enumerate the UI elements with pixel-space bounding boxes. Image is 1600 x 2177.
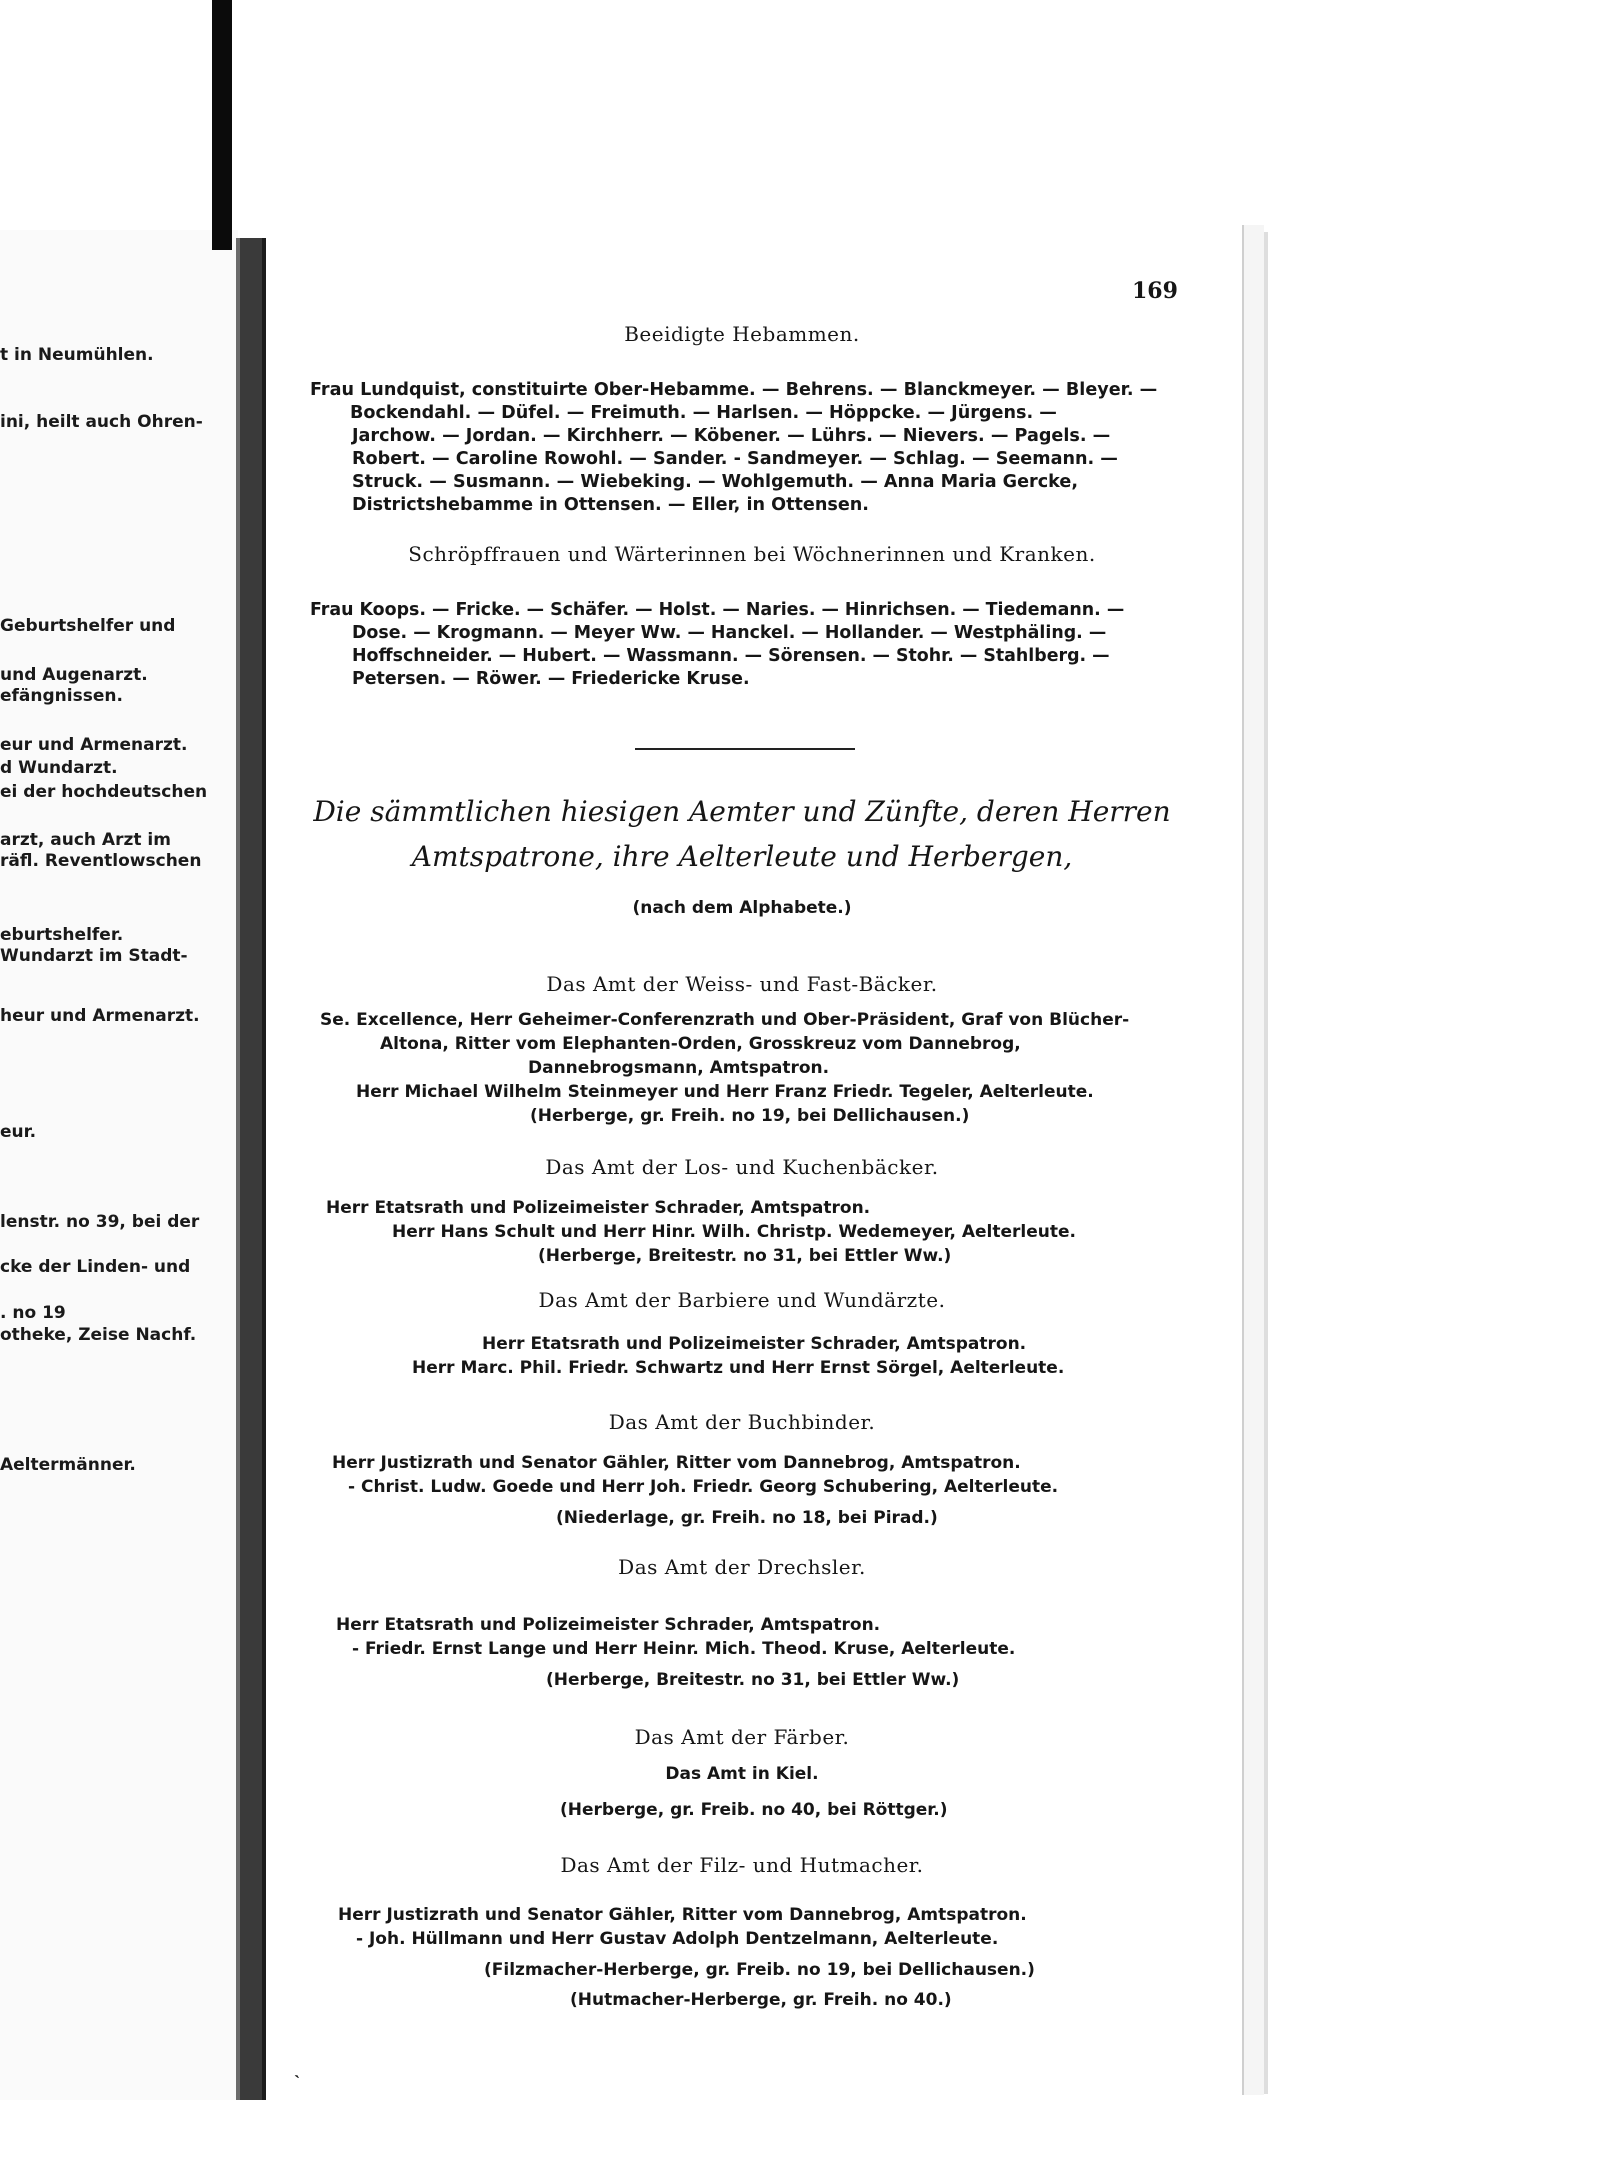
section-divider: [635, 748, 855, 750]
schroepf-line: Petersen. — Röwer. — Friedericke Kruse.: [352, 669, 750, 689]
section-heading-kuchenbaecker: Das Amt der Los- und Kuchenbäcker.: [545, 1155, 939, 1179]
barbiere-line: Herr Etatsrath und Polizeimeister Schrader, Amtspatron.: [482, 1334, 1027, 1354]
hutmacher-line: - Joh. Hüllmann und Herr Gustav Adolph Dentzelmann, Aelterleute.: [356, 1929, 999, 1949]
book-spine: [212, 0, 232, 250]
left-page-line: eburtshelfer.: [0, 925, 124, 945]
schroepf-line: Frau Koops. — Fricke. — Schäfer. — Holst. — Naries. — Hinrichsen. — Tiedemann. —: [310, 600, 1125, 620]
left-page-line: efängnissen.: [0, 686, 123, 706]
buchbinder-line: Herr Justizrath und Senator Gähler, Ritter vom Dannebrog, Amtspatron.: [332, 1453, 1021, 1473]
left-page-line: eur.: [0, 1122, 37, 1142]
intro-title-line-2: Amtspatrone, ihre Aelterleute und Herbergen,: [411, 840, 1073, 873]
hebammen-line: Frau Lundquist, constituirte Ober-Hebamme. — Behrens. — Blanckmeyer. — Bleyer. —: [310, 380, 1158, 400]
buchbinder-line: (Niederlage, gr. Freih. no 18, bei Pirad.): [556, 1508, 938, 1528]
section-heading-drechsler: Das Amt der Drechsler.: [618, 1555, 866, 1579]
intro-title-line-1: Die sämmtlichen hiesigen Aemter und Zünfte, deren Herren: [313, 795, 1171, 828]
left-page: [0, 230, 238, 2100]
page-number: 169: [1132, 278, 1178, 304]
kuchen-line: Herr Hans Schult und Herr Hinr. Wilh. Christp. Wedemeyer, Aelterleute.: [392, 1222, 1076, 1242]
faerber-subheading: Das Amt in Kiel.: [665, 1764, 819, 1784]
left-page-line: heur und Armenarzt.: [0, 1006, 200, 1026]
hebammen-line: Districtshebamme in Ottensen. — Eller, in Ottensen.: [352, 495, 869, 515]
left-page-line: eur und Armenarzt.: [0, 735, 188, 755]
faerber-line: (Herberge, gr. Freib. no 40, bei Röttger.): [560, 1800, 948, 1820]
hebammen-line: Bockendahl. — Düfel. — Freimuth. — Harlsen. — Höppcke. — Jürgens. —: [350, 403, 1057, 423]
section-heading-faerber: Das Amt der Färber.: [634, 1725, 850, 1749]
section-heading-schroepffrauen: Schröpffrauen und Wärterinnen bei Wöchnerinnen und Kranken.: [408, 542, 1096, 566]
left-page-line: Aeltermänner.: [0, 1455, 136, 1475]
left-page-line: ei der hochdeutschen: [0, 782, 208, 802]
section-heading-baecker: Das Amt der Weiss- und Fast-Bäcker.: [546, 972, 938, 996]
section-heading-barbiere: Das Amt der Barbiere und Wundärzte.: [538, 1288, 946, 1312]
drechsler-line: (Herberge, Breitestr. no 31, bei Ettler Ww.): [546, 1670, 960, 1690]
baecker-line: Herr Michael Wilhelm Steinmeyer und Herr Franz Friedr. Tegeler, Aelterleute.: [356, 1082, 1094, 1102]
corner-mark: ˎ: [294, 2058, 300, 2079]
barbiere-line: Herr Marc. Phil. Friedr. Schwartz und Herr Ernst Sörgel, Aelterleute.: [412, 1358, 1065, 1378]
left-page-line: Geburtshelfer und: [0, 616, 176, 636]
drechsler-line: Herr Etatsrath und Polizeimeister Schrader, Amtspatron.: [336, 1615, 881, 1635]
section-heading-buchbinder: Das Amt der Buchbinder.: [608, 1410, 876, 1434]
left-page-line: t in Neumühlen.: [0, 345, 154, 365]
baecker-line: Altona, Ritter vom Elephanten-Orden, Grosskreuz vom Dannebrog,: [380, 1034, 1021, 1054]
left-page-line: Wundarzt im Stadt-: [0, 946, 188, 966]
kuchen-line: (Herberge, Breitestr. no 31, bei Ettler Ww.): [538, 1246, 952, 1266]
left-page-line: . no 19: [0, 1303, 66, 1323]
buchbinder-line: - Christ. Ludw. Goede und Herr Joh. Friedr. Georg Schubering, Aelterleute.: [348, 1477, 1059, 1497]
hutmacher-line: Herr Justizrath und Senator Gähler, Ritter vom Dannebrog, Amtspatron.: [338, 1905, 1027, 1925]
drechsler-line: - Friedr. Ernst Lange und Herr Heinr. Mich. Theod. Kruse, Aelterleute.: [352, 1639, 1016, 1659]
baecker-line: Dannebrogsmann, Amtspatron.: [528, 1058, 830, 1078]
left-page-line: cke der Linden- und: [0, 1257, 191, 1277]
schroepf-line: Dose. — Krogmann. — Meyer Ww. — Hanckel. — Hollander. — Westphäling. —: [352, 623, 1107, 643]
left-page-line: ini, heilt auch Ohren-: [0, 412, 203, 432]
left-page-line: d Wundarzt.: [0, 758, 118, 778]
baecker-line: (Herberge, gr. Freih. no 19, bei Dellichausen.): [530, 1106, 970, 1126]
hutmacher-line: (Filzmacher-Herberge, gr. Freib. no 19, bei Dellichausen.): [484, 1960, 1035, 1980]
section-heading-hutmacher: Das Amt der Filz- und Hutmacher.: [560, 1853, 924, 1877]
section-heading-hebammen: Beeidigte Hebammen.: [624, 322, 860, 346]
hebammen-line: Jarchow. — Jordan. — Kirchherr. — Köbener. — Lührs. — Nievers. — Pagels. —: [352, 426, 1111, 446]
page-edge-shadow: [1264, 232, 1268, 2094]
left-page-line: und Augenarzt.: [0, 665, 148, 685]
page-edge: [1242, 225, 1264, 2095]
hebammen-line: Struck. — Susmann. — Wiebeking. — Wohlgemuth. — Anna Maria Gercke,: [352, 472, 1079, 492]
schroepf-line: Hoffschneider. — Hubert. — Wassmann. — Sörensen. — Stohr. — Stahlberg. —: [352, 646, 1110, 666]
left-page-line: räfl. Reventlowschen: [0, 851, 202, 871]
left-page-line: arzt, auch Arzt im: [0, 830, 171, 850]
left-page-line: lenstr. no 39, bei der: [0, 1212, 200, 1232]
kuchen-line: Herr Etatsrath und Polizeimeister Schrader, Amtspatron.: [326, 1198, 871, 1218]
book-gutter: [240, 238, 262, 2100]
baecker-line: Se. Excellence, Herr Geheimer-Conferenzrath und Ober-Präsident, Graf von Blücher-: [320, 1010, 1130, 1030]
intro-note: (nach dem Alphabete.): [632, 898, 852, 918]
left-page-line: otheke, Zeise Nachf.: [0, 1325, 197, 1345]
hutmacher-line: (Hutmacher-Herberge, gr. Freih. no 40.): [570, 1990, 952, 2010]
hebammen-line: Robert. — Caroline Rowohl. — Sander. - Sandmeyer. — Schlag. — Seemann. —: [352, 449, 1118, 469]
